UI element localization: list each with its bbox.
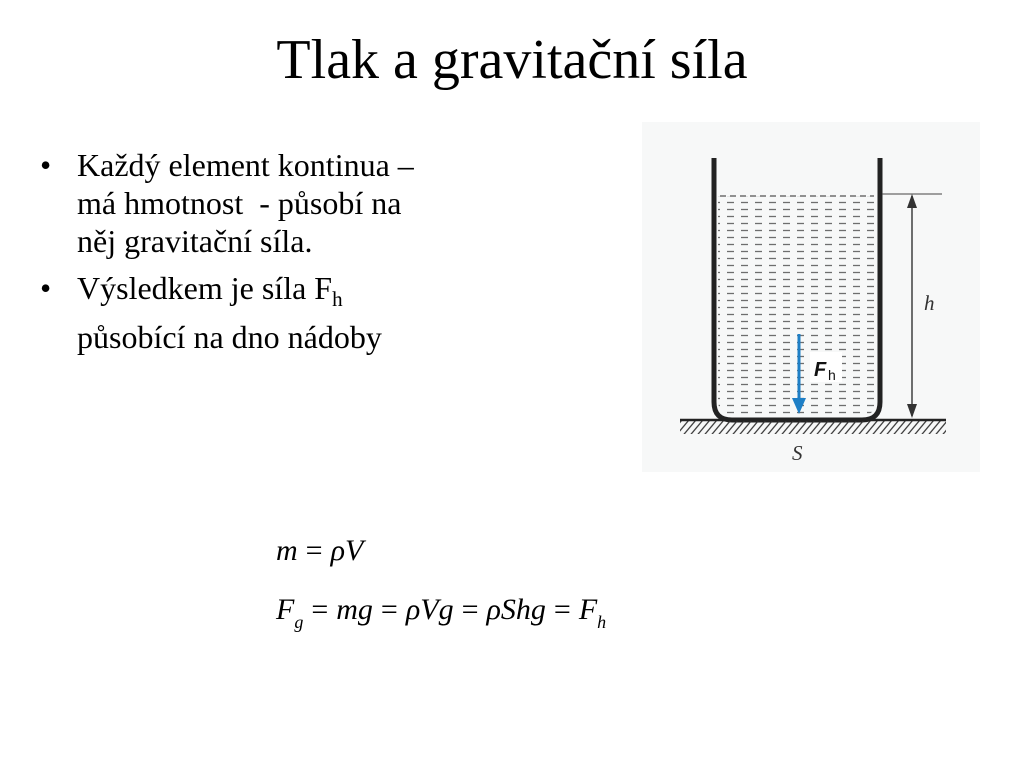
formula-m: m [276, 534, 298, 567]
liquid [718, 196, 876, 416]
bullet-1-line-2: má hmotnost - působí na [77, 185, 402, 221]
formula-equals: = [305, 534, 323, 567]
formula-Fh: F [578, 593, 598, 626]
formula-rho: ρ [486, 593, 501, 626]
slide-title: Tlak a gravitační síla [276, 29, 748, 91]
formula-mass [276, 533, 363, 569]
height-label: h [924, 291, 935, 315]
formula-g-subscript: g [294, 612, 304, 632]
formula-V: V [345, 534, 364, 567]
bullet-1-line-3: něj gravitační síla. [77, 223, 313, 259]
bullet-list [40, 146, 580, 365]
formula-equals: = [461, 593, 479, 626]
bullet-item-2 [40, 269, 580, 356]
bullet-item-1 [40, 146, 580, 260]
vessel-diagram [642, 122, 980, 472]
force-label-subscript: h [828, 367, 836, 383]
force-label: F [814, 359, 827, 381]
force-subscript: h [332, 287, 343, 311]
bullet-1-line-1: Každý element kontinua – [77, 147, 414, 183]
formula-h-subscript: h [597, 612, 607, 632]
formula-rho: ρ [405, 593, 421, 626]
bullet-dot-icon: • [40, 270, 52, 306]
bullet-2-line-2: působící na dno nádoby [77, 319, 382, 355]
formula-equals: = [380, 593, 398, 626]
formula-Vg: Vg [420, 593, 454, 626]
base-hatching [680, 420, 946, 434]
formula-mg: mg [336, 593, 373, 626]
area-label: S [792, 441, 803, 465]
formula-equals: = [311, 593, 329, 626]
formula-Shg: Shg [500, 593, 546, 626]
vessel-figure [642, 122, 980, 472]
bullet-2-line-1 [77, 269, 580, 318]
formula-F: F [276, 593, 295, 626]
formula-force [276, 592, 606, 640]
formula-rho: ρ [330, 534, 345, 567]
bullet-dot-icon: • [40, 147, 52, 183]
formula-equals: = [553, 593, 571, 626]
bullet-2-text: Výsledkem je síla F [77, 270, 333, 306]
